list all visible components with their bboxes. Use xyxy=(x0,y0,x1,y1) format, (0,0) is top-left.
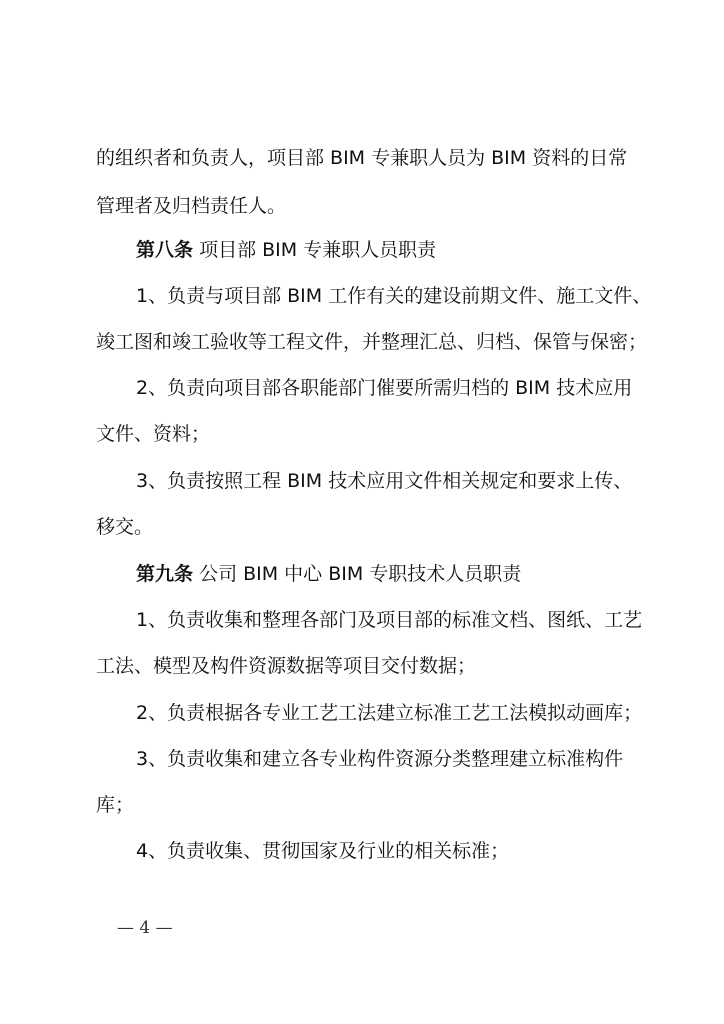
article-8-label: 第八条 xyxy=(136,239,194,261)
paragraph-line: 的组织者和负责人，项目部 BIM 专兼职人员为 BIM 资料的日常 xyxy=(96,147,628,169)
paragraph-line: 管理者及归档责任人。 xyxy=(96,195,287,217)
paragraph-line: 移交。 xyxy=(96,516,154,538)
article-8-title: 项目部 BIM 专兼职人员职责 xyxy=(199,239,437,261)
article-9-label: 第九条 xyxy=(136,563,194,585)
paragraph-line: 3、负责收集和建立各专业构件资源分类整理建立标准构件 xyxy=(136,748,624,770)
paragraph-line: 2、负责根据各专业工艺工法建立标准工艺工法模拟动画库； xyxy=(136,702,643,724)
page-number: — 4 — xyxy=(117,918,173,938)
paragraph-line: 1、负责与项目部 BIM 工作有关的建设前期文件、施工文件、 xyxy=(136,285,652,307)
article-9-heading xyxy=(136,562,521,586)
paragraph-line: 竣工图和竣工验收等工程文件，并整理汇总、归档、保管与保密； xyxy=(96,331,648,353)
paragraph-line: 文件、资料； xyxy=(96,423,211,445)
article-8-heading xyxy=(136,238,436,262)
paragraph-line: 工法、模型及构件资源数据等项目交付数据； xyxy=(96,655,477,677)
article-9-title: 公司 BIM 中心 BIM 专职技术人员职责 xyxy=(199,563,522,585)
paragraph-line: 4、负责收集、贯彻国家及行业的相关标准； xyxy=(136,840,510,862)
paragraph-line: 3、负责按照工程 BIM 技术应用文件相关规定和要求上传、 xyxy=(136,470,633,492)
paragraph-line: 2、负责向项目部各职能部门催要所需归档的 BIM 技术应用 xyxy=(136,377,633,399)
paragraph-line: 库； xyxy=(96,794,135,816)
paragraph-line: 1、负责收集和整理各部门及项目部的标准文档、图纸、工艺 xyxy=(136,609,643,631)
